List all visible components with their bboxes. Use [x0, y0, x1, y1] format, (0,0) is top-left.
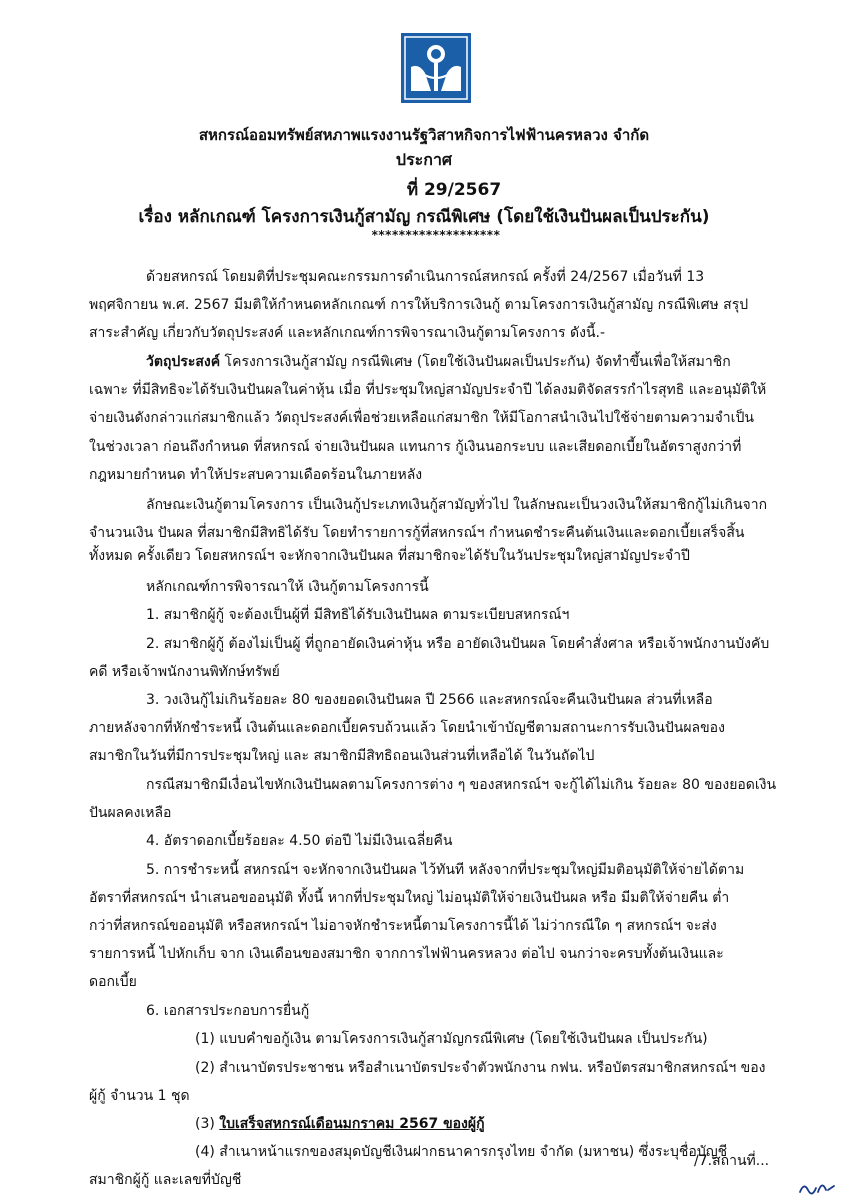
paragraph-intro-line: พฤศจิกายน พ.ศ. 2567 มีมติให้กำหนดหลักเกณฑ์ การให้บริการเงินกู้ ตามโครงการเงินกู้สามัญ กรณีพิเศษ สรุป — [89, 297, 749, 313]
document-item-1: (1) แบบคำขอกู้เงิน ตามโครงการเงินกู้สามัญกรณีพิเศษ (โดยใช้เงินปันผล เป็นประกัน) — [195, 1031, 708, 1047]
criterion-5-line: ดอกเบี้ย — [89, 974, 137, 990]
criterion-5-line: รายการหนี้ ไปหักเก็บ จาก เงินเดือนของสมาชิก จากการไฟฟ้านครหลวง ต่อไป จนกว่าจะครบทั้งต้นเงินและ — [89, 946, 724, 962]
cooperative-logo-icon — [401, 33, 471, 103]
divider-stars: ******************* — [371, 228, 501, 242]
criterion-3-line: 3. วงเงินกู้ไม่เกินร้อยละ 80 ของยอดเงินปันผล ปี 2566 และสหกรณ์จะคืนเงินปันผล ส่วนที่เหลือ — [146, 692, 713, 708]
announcement-subject: เรื่อง หลักเกณฑ์ โครงการเงินกู้สามัญ กรณีพิเศษ (โดยใช้เงินปันผลเป็นประกัน) — [138, 207, 710, 227]
document-item-3-number: (3) — [195, 1116, 215, 1132]
paragraph-intro-line: ด้วยสหกรณ์ โดยมติที่ประชุมคณะกรรมการดำเนินการณ์สหกรณ์ ครั้งที่ 24/2567 เมื่อวันที่ 13 — [146, 269, 705, 285]
objective-line: เฉพาะ ที่มีสิทธิจะได้รับเงินปันผลในค่าหุ้น เมื่อ ที่ประชุมใหญ่สามัญประจำปี ได้ลงมติจัดสรรกำไรสุทธิ และอนุมัติให้ — [89, 382, 767, 398]
document-item-2-line: ผู้กู้ จำนวน 1 ชุด — [89, 1088, 190, 1104]
signature-initials-icon — [798, 1176, 838, 1198]
criterion-5-line: 5. การชำระหนี้ สหกรณ์ฯ จะหักจากเงินปันผล ไว้ทันที หลังจากที่ประชุมใหญ่มีมติอนุมัติให้จ่ายได้ตาม — [146, 862, 745, 878]
criterion-3-note-line: กรณีสมาชิกมีเงื่อนไขหักเงินปันผลตามโครงการต่าง ๆ ของสหกรณ์ฯ จะกู้ได้ไม่เกิน ร้อยละ 80 ของยอดเงิน — [146, 777, 777, 793]
criteria-intro: หลักเกณฑ์การพิจารณาให้ เงินกู้ตามโครงการนี้ — [146, 579, 429, 595]
criterion-2-line: 2. สมาชิกผู้กู้ ต้องไม่เป็นผู้ ที่ถูกอายัดเงินค่าหุ้น หรือ อายัดเงินปันผล โดยคำสั่งศาล หรือเจ้าพนักงานบังคับ — [146, 636, 770, 652]
objective-line: กฎหมายกำหนด ทำให้ประสบความเดือดร้อนในภายหลัง — [89, 467, 423, 483]
document-item-3 — [195, 1114, 485, 1134]
objective-text: โครงการเงินกู้สามัญ กรณีพิเศษ (โดยใช้เงินปันผลเป็นประกัน) จัดทำขึ้นเพื่อให้สมาชิก — [220, 354, 731, 370]
criterion-1: 1. สมาชิกผู้กู้ จะต้องเป็นผู้ที่ มีสิทธิได้รับเงินปันผล ตามระเบียบสหกรณ์ฯ — [146, 607, 570, 623]
document-item-2-line: (2) สำเนาบัตรประชาชน หรือสำเนาบัตรประจำตัวพนักงาน กฟน. หรือบัตรสมาชิกสหกรณ์ฯ ของ — [195, 1060, 766, 1076]
paragraph-intro-line: สาระสำคัญ เกี่ยวกับวัตถุประสงค์ และหลักเกณฑ์การพิจารณาเงินกู้ตามโครงการ ดังนี้.- — [89, 325, 606, 341]
organization-name: สหกรณ์ออมทรัพย์สหภาพแรงงานรัฐวิสาหกิจการไฟฟ้านครหลวง จำกัด — [198, 126, 650, 144]
criterion-3-line: ภายหลังจากที่หักชำระหนี้ เงินต้นและดอกเบี้ยครบถ้วนแล้ว โดยนำเข้าบัญชีตามสถานะการรับเงินปันผลของ — [89, 720, 725, 736]
continuation-marker: /7.สถานที่... — [694, 1153, 770, 1169]
document-item-4-line: (4) สำเนาหน้าแรกของสมุดบัญชีเงินฝากธนาคารกรุงไทย จำกัด (มหาชน) ซึ่งระบุชื่อบัญชี — [195, 1144, 728, 1160]
loan-nature-line: จำนวนเงิน ปันผล ที่สมาชิกมีสิทธิได้รับ โดยทำรายการกู้ที่สหกรณ์ฯ กำหนดชำระคืนต้นเงินและดอกเบี้ยเสร็จสิ้น — [89, 525, 745, 541]
document-item-3-text: ใบเสร็จสหกรณ์เดือนมกราคม 2567 ของผู้กู้ — [219, 1116, 485, 1132]
announcement-number: ที่ 29/2567 — [406, 180, 502, 200]
objective-line: ในช่วงเวลา ก่อนถึงกำหนด ที่สหกรณ์ จ่ายเงินปันผล แทนการ กู้เงินนอกระบบ และเสียดอกเบี้ยในอัตราสูงกว่าที่ — [89, 439, 742, 455]
loan-nature-line: ทั้งหมด ครั้งเดียว โดยสหกรณ์ฯ จะหักจากเงินปันผล ที่สมาชิกจะได้รับในวันประชุมใหญ่สามัญประจำปี — [89, 548, 690, 564]
criterion-3-line: สมาชิกในวันที่มีการประชุมใหญ่ และ สมาชิกมีสิทธิถอนเงินส่วนที่เหลือได้ ในวันถัดไป — [89, 748, 595, 764]
document-item-4-line: สมาชิกผู้กู้ และเลขที่บัญชี — [89, 1172, 242, 1188]
criterion-4: 4. อัตราดอกเบี้ยร้อยละ 4.50 ต่อปี ไม่มีเงินเฉลี่ยคืน — [146, 833, 453, 849]
objective-heading: วัตถุประสงค์ — [146, 354, 221, 370]
objective-line: จ่ายเงินดังกล่าวแก่สมาชิกแล้ว วัตถุประสงค์เพื่อช่วยเหลือแก่สมาชิก ให้มีโอกาสนำเงินไปใช้จ่ายตามความจำเป็น — [89, 410, 754, 426]
criterion-5-line: กว่าที่สหกรณ์ขออนุมัติ หรือสหกรณ์ฯ ไม่อาจหักชำระหนี้ตามโครงการนี้ได้ ไม่ว่ากรณีใด ๆ สหกรณ์ฯ จะส่ง — [89, 918, 717, 934]
criterion-6: 6. เอกสารประกอบการยื่นกู้ — [146, 1003, 310, 1019]
criterion-2-line: คดี หรือเจ้าพนักงานพิทักษ์ทรัพย์ — [89, 664, 280, 680]
loan-nature-line: ลักษณะเงินกู้ตามโครงการ เป็นเงินกู้ประเภทเงินกู้สามัญทั่วไป ในลักษณะเป็นวงเงินให้สมาชิกกู้ไม่เกินจาก — [146, 497, 768, 513]
criterion-3-note-line: ปันผลคงเหลือ — [89, 805, 172, 821]
announcement-title: ประกาศ — [395, 150, 453, 169]
criterion-5-line: อัตราที่สหกรณ์ฯ นำเสนอขออนุมัติ ทั้งนี้ หากที่ประชุมใหญ่ ไม่อนุมัติให้จ่ายเงินปันผล หรือ มีมติให้จ่ายคืน ต่ำ — [89, 890, 730, 906]
objective-first-line — [146, 352, 731, 372]
